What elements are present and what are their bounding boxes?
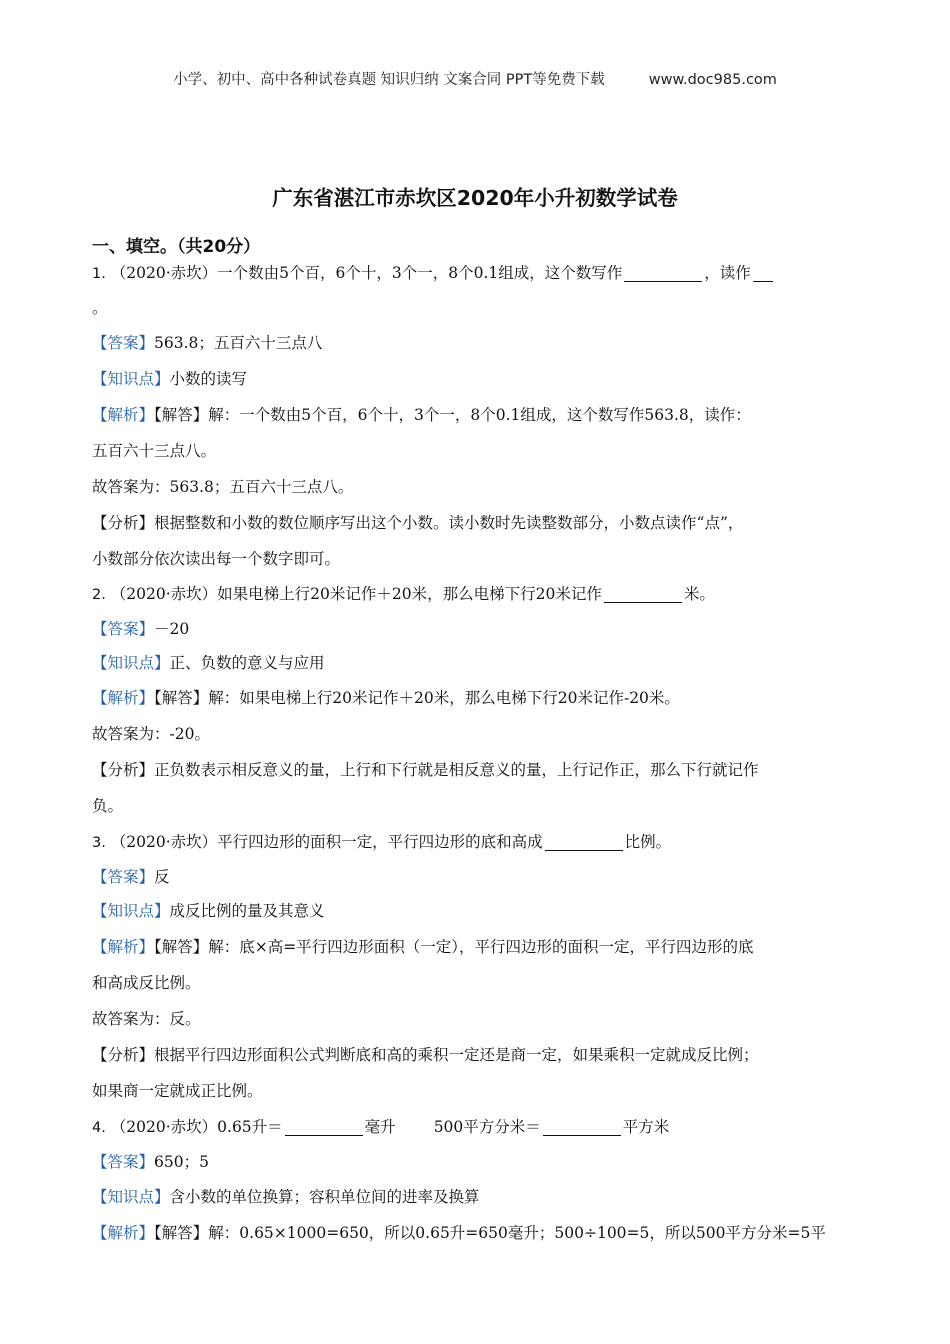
q4-point-text: 含小数的单位换算；容积单位间的进率及换算 [169,1188,480,1207]
solution-tag: 【解答】 [154,688,209,707]
q4-blank-2 [543,1117,621,1136]
q3-fenxi-2-text: 如果商一定就成正比例。 [92,1081,263,1100]
q1-solution-2-text: 五百六十三点八。 [92,442,217,461]
solution-tag: 【解答】 [154,406,209,425]
q4-solution [92,1215,857,1251]
questions [92,256,857,1251]
q3-fenxi-2 [92,1073,857,1109]
q2-stem-b: 米。 [683,585,715,604]
q4-stem-b: 毫升 [364,1117,396,1136]
q1-answer-text: 563.8；五百六十三点八 [154,334,323,353]
q1-stem [92,256,857,291]
q2-source: （2020·赤坎） [110,585,218,604]
q3-blank-1 [545,832,623,851]
analysis-tag: 【解析】 [92,688,155,707]
q2-point-text: 正、负数的意义与应用 [169,654,325,673]
q4-stem-d: 平方米 [622,1117,670,1136]
q3-fenxi [92,1037,857,1073]
q4-answer-text: 650；5 [154,1152,209,1171]
q1-point [92,361,857,397]
point-tag: 【知识点】 [92,654,170,673]
q1-stem-end [92,291,857,326]
q2-solution-1: 解：如果电梯上行20米记作＋20米，那么电梯下行20米记作-20米。 [208,688,680,707]
q3-point [92,894,857,929]
q2-solution [92,681,857,716]
q1-stem-c: 。 [92,298,108,317]
fenxi-tag: 【分析】 [92,760,155,779]
q1-solution-2 [92,433,857,469]
q3-fenxi-1: 根据平行四边形面积公式判断底和高的乘积一定还是商一定，如果乘积一定就成反比例； [154,1045,759,1064]
q1-answer [92,325,857,361]
q1-fenxi-1: 根据整数和小数的数位顺序写出这个小数。读小数时先读整数部分，小数点读作“点”， [154,514,744,533]
q1-solution [92,397,857,433]
q4-point [92,1179,857,1215]
q4-blank-1 [285,1117,363,1136]
q1-point-text: 小数的读写 [169,370,248,389]
point-tag: 【知识点】 [92,370,170,389]
solution-tag: 【解答】 [154,1224,209,1243]
q4-stem-a: 0.65升＝ [217,1117,283,1136]
header-site-link[interactable]: www.doc985.com [648,72,777,88]
q3-stem-a: 平行四边形的面积一定，平行四边形的底和高成 [217,832,543,851]
q1-number: 1. [92,266,106,282]
q3-stem [92,824,857,860]
fenxi-tag: 【分析】 [92,1045,155,1064]
section-heading: 一、填空。（共20分） [92,237,261,257]
page-header [0,68,950,89]
q2-point [92,646,857,681]
page-title: 广东省湛江市赤坎区2020年小升初数学试卷 [272,186,678,210]
q2-number: 2. [92,587,106,604]
q1-solution-3 [92,469,857,505]
q1-fenxi [92,505,857,541]
q3-solution-3-text: 故答案为：反。 [92,1009,201,1028]
q1-fenxi-2-text: 小数部分依次读出每一个数字即可。 [92,550,341,569]
q1-blank-2 [753,263,773,282]
q4-source: （2020·赤坎） [110,1117,218,1136]
answer-tag: 【答案】 [92,619,155,638]
q3-solution-2 [92,965,857,1001]
q2-fenxi-2 [92,788,857,824]
q2-stem [92,577,857,612]
q1-solution-3-text: 故答案为：563.8；五百六十三点八。 [92,478,354,497]
solution-tag: 【解答】 [154,937,209,956]
q3-point-text: 成反比例的量及其意义 [169,902,325,921]
q4-number: 4. [92,1119,106,1136]
q3-solution [92,929,857,965]
q1-fenxi-2 [92,541,857,577]
q4-stem-c: 500平方分米＝ [433,1117,541,1136]
q3-stem-b: 比例。 [624,832,672,851]
q3-answer-text: 反 [154,867,170,886]
answer-tag: 【答案】 [92,334,155,353]
q3-number: 3. [92,834,106,851]
q3-solution-2-text: 和高成反比例。 [92,973,201,992]
header-text: 小学、初中、高中各种试卷真题 知识归纳 文案合同 PPT等免费下载 [173,72,605,88]
q1-stem-b: ，读作 [704,264,751,282]
q2-answer [92,612,857,647]
fenxi-tag: 【分析】 [92,514,155,533]
q2-stem-a: 如果电梯上行20米记作＋20米，那么电梯下行20米记作 [217,585,602,604]
q4-stem [92,1109,857,1145]
q2-fenxi-2-text: 负。 [92,796,124,815]
q2-solution-2 [92,716,857,752]
analysis-tag: 【解析】 [92,937,155,956]
q4-answer [92,1145,857,1180]
q1-stem-a: 一个数由5个百，6个十，3个一，8个0.1组成，这个数写作 [217,264,623,282]
answer-tag: 【答案】 [92,867,155,886]
q3-answer [92,860,857,895]
q2-fenxi-1: 正负数表示相反意义的量，上行和下行就是相反意义的量，上行记作正，那么下行就记作 [154,760,759,779]
q3-source: （2020·赤坎） [110,832,218,851]
q2-blank-1 [604,584,682,603]
q2-answer-text: －20 [154,619,190,638]
point-tag: 【知识点】 [92,1188,170,1207]
q3-solution-1: 解：底×高=平行四边形面积（一定），平行四边形的面积一定，平行四边形的底 [208,937,754,956]
answer-tag: 【答案】 [92,1152,155,1171]
q1-solution-1: 解：一个数由5个百，6个十，3个一，8个0.1组成，这个数写作563.8，读作： [208,406,751,425]
analysis-tag: 【解析】 [92,406,155,425]
q2-fenxi [92,752,857,788]
point-tag: 【知识点】 [92,902,170,921]
q4-solution-1: 解：0.65×1000=650，所以0.65升=650毫升；500÷100=5，所以500平方分米=5平 [208,1224,826,1243]
q2-solution-2-text: 故答案为：-20。 [92,724,210,743]
q3-solution-3 [92,1001,857,1037]
q1-source: （2020·赤坎） [110,264,218,282]
analysis-tag: 【解析】 [92,1224,155,1243]
q1-blank-1 [624,263,702,282]
